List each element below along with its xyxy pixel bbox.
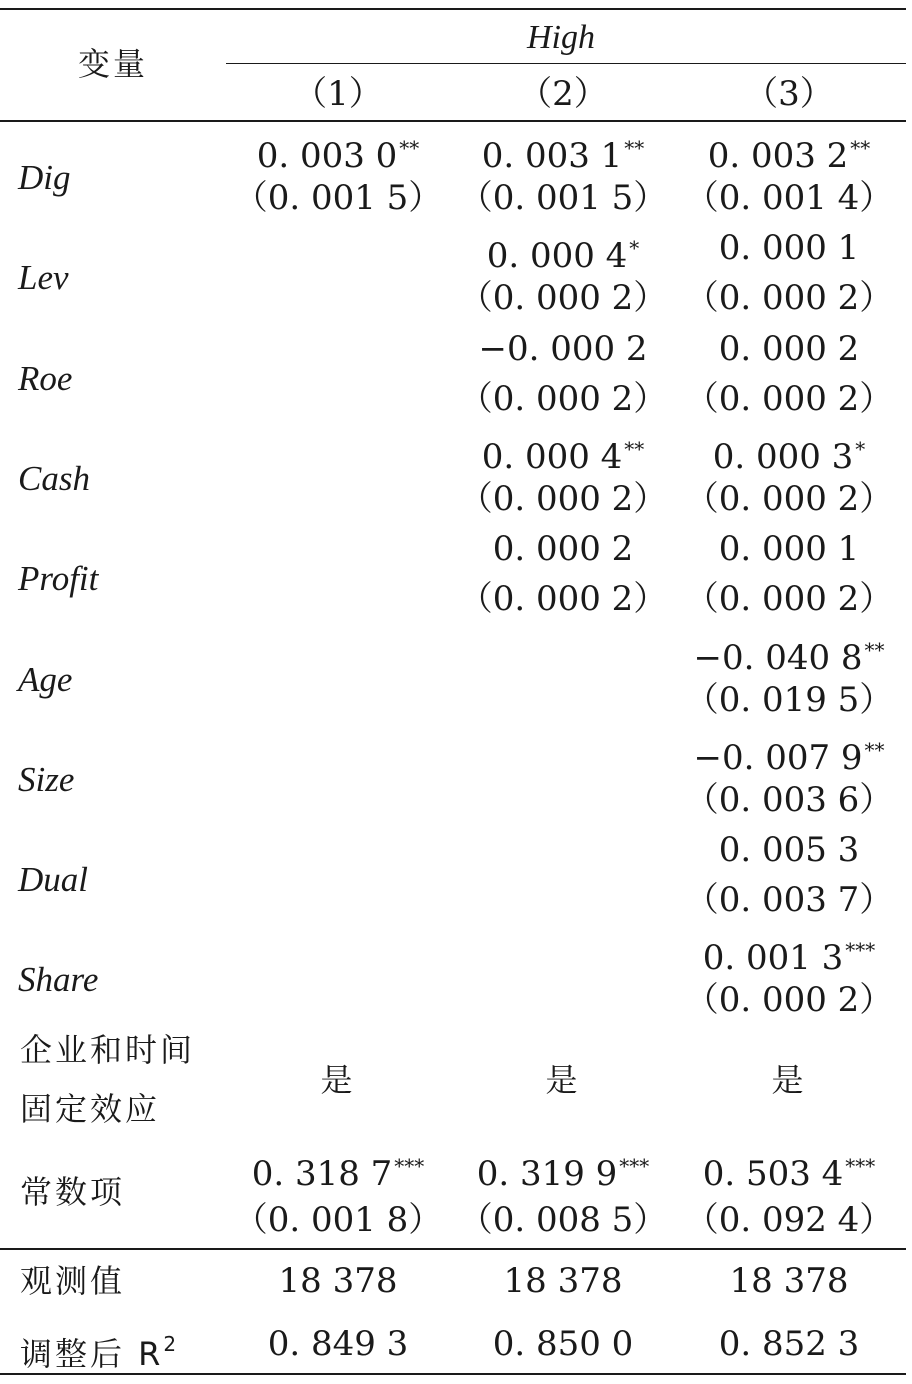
coef-cash-3: 0. 000 3 *	[712, 436, 866, 477]
observations-value-2: 18 378	[503, 1261, 623, 1301]
coef-size-3: −0. 007 9 **	[693, 737, 885, 778]
observations-value-3: 18 378	[729, 1261, 849, 1301]
adj-r2-label: 调整后 $R^2$	[20, 1332, 180, 1373]
variable-label-roe: Roe	[18, 358, 73, 398]
se-size-3: （0. 003 6）	[684, 779, 894, 820]
se-dig-2: （0. 001 5）	[458, 178, 668, 218]
coef-profit-2: 0. 000 2	[492, 529, 634, 570]
se-cash-3: （0. 000 2）	[684, 478, 894, 519]
se-lev-3: （0. 000 2）	[684, 278, 894, 319]
column-header-3: （3）	[744, 74, 834, 114]
fixed-effects-label-line2: 固定效应	[20, 1090, 161, 1128]
observations-label: 观测值	[20, 1262, 126, 1300]
adj-r2-value-1: 0. 849 3	[267, 1324, 409, 1364]
variable-label-size: Size	[18, 759, 75, 799]
coef-cash-2: 0. 000 4 **	[481, 436, 645, 477]
se-roe-3: （0. 000 2）	[684, 378, 894, 419]
variable-label-dual: Dual	[18, 860, 88, 900]
header-bottom-rule	[0, 120, 906, 122]
variable-header: 变量	[78, 45, 149, 83]
column-header-2: （2）	[518, 74, 608, 114]
coef-roe-2: −0. 000 2	[478, 328, 648, 369]
coef-dig-1: 0. 003 0 **	[256, 136, 420, 176]
coef-age-3: −0. 040 8 **	[693, 637, 885, 678]
se-dual-3: （0. 003 7）	[684, 880, 894, 921]
se-roe-2: （0. 000 2）	[458, 378, 668, 419]
group-header: High	[527, 19, 595, 56]
coef-lev-2: 0. 000 4 *	[486, 236, 640, 277]
coef-roe-3: 0. 000 2	[718, 328, 860, 369]
se-age-3: （0. 019 5）	[684, 679, 894, 720]
coef-share-3: 0. 001 3 ***	[702, 938, 876, 979]
fixed-effects-value-1: 是	[320, 1061, 356, 1099]
variable-label-age: Age	[18, 659, 73, 699]
coef-dual-3: 0. 005 3	[718, 830, 860, 871]
top-rule	[0, 8, 906, 10]
constant-coef-1: 0. 318 7 ***	[251, 1154, 425, 1194]
constant-label: 常数项	[20, 1173, 126, 1211]
se-lev-2: （0. 000 2）	[458, 278, 668, 319]
fixed-effects-label-line1: 企业和时间	[20, 1031, 196, 1069]
variable-label-dig: Dig	[18, 158, 71, 197]
constant-se-2: （0. 008 5）	[458, 1200, 668, 1240]
variable-label-cash: Cash	[18, 458, 90, 498]
coef-dig-3: 0. 003 2 **	[707, 136, 871, 176]
fixed-effects-value-2: 是	[545, 1061, 581, 1099]
constant-se-1: （0. 001 8）	[233, 1200, 443, 1240]
coef-dig-2: 0. 003 1 **	[481, 136, 645, 176]
adj-r2-value-3: 0. 852 3	[718, 1324, 860, 1364]
coef-lev-3: 0. 000 1	[718, 228, 860, 269]
variable-label-share: Share	[18, 960, 99, 1000]
se-share-3: （0. 000 2）	[684, 980, 894, 1021]
observations-value-1: 18 378	[278, 1261, 398, 1301]
se-profit-3: （0. 000 2）	[684, 579, 894, 620]
variable-label-lev: Lev	[18, 258, 69, 298]
coef-profit-3: 0. 000 1	[718, 529, 860, 570]
se-dig-1: （0. 001 5）	[233, 178, 443, 218]
column-header-1: （1）	[293, 74, 383, 114]
se-profit-2: （0. 000 2）	[458, 579, 668, 620]
fixed-effects-value-3: 是	[771, 1061, 807, 1099]
constant-coef-2: 0. 319 9 ***	[476, 1154, 650, 1194]
constant-se-3: （0. 092 4）	[684, 1200, 894, 1240]
se-cash-2: （0. 000 2）	[458, 478, 668, 519]
adj-r2-value-2: 0. 850 0	[492, 1324, 634, 1364]
group-underline	[226, 63, 906, 64]
stats-separator-rule	[0, 1248, 906, 1250]
variable-label-profit: Profit	[18, 559, 99, 599]
constant-coef-3: 0. 503 4 ***	[702, 1154, 876, 1194]
se-dig-3: （0. 001 4）	[684, 178, 894, 218]
